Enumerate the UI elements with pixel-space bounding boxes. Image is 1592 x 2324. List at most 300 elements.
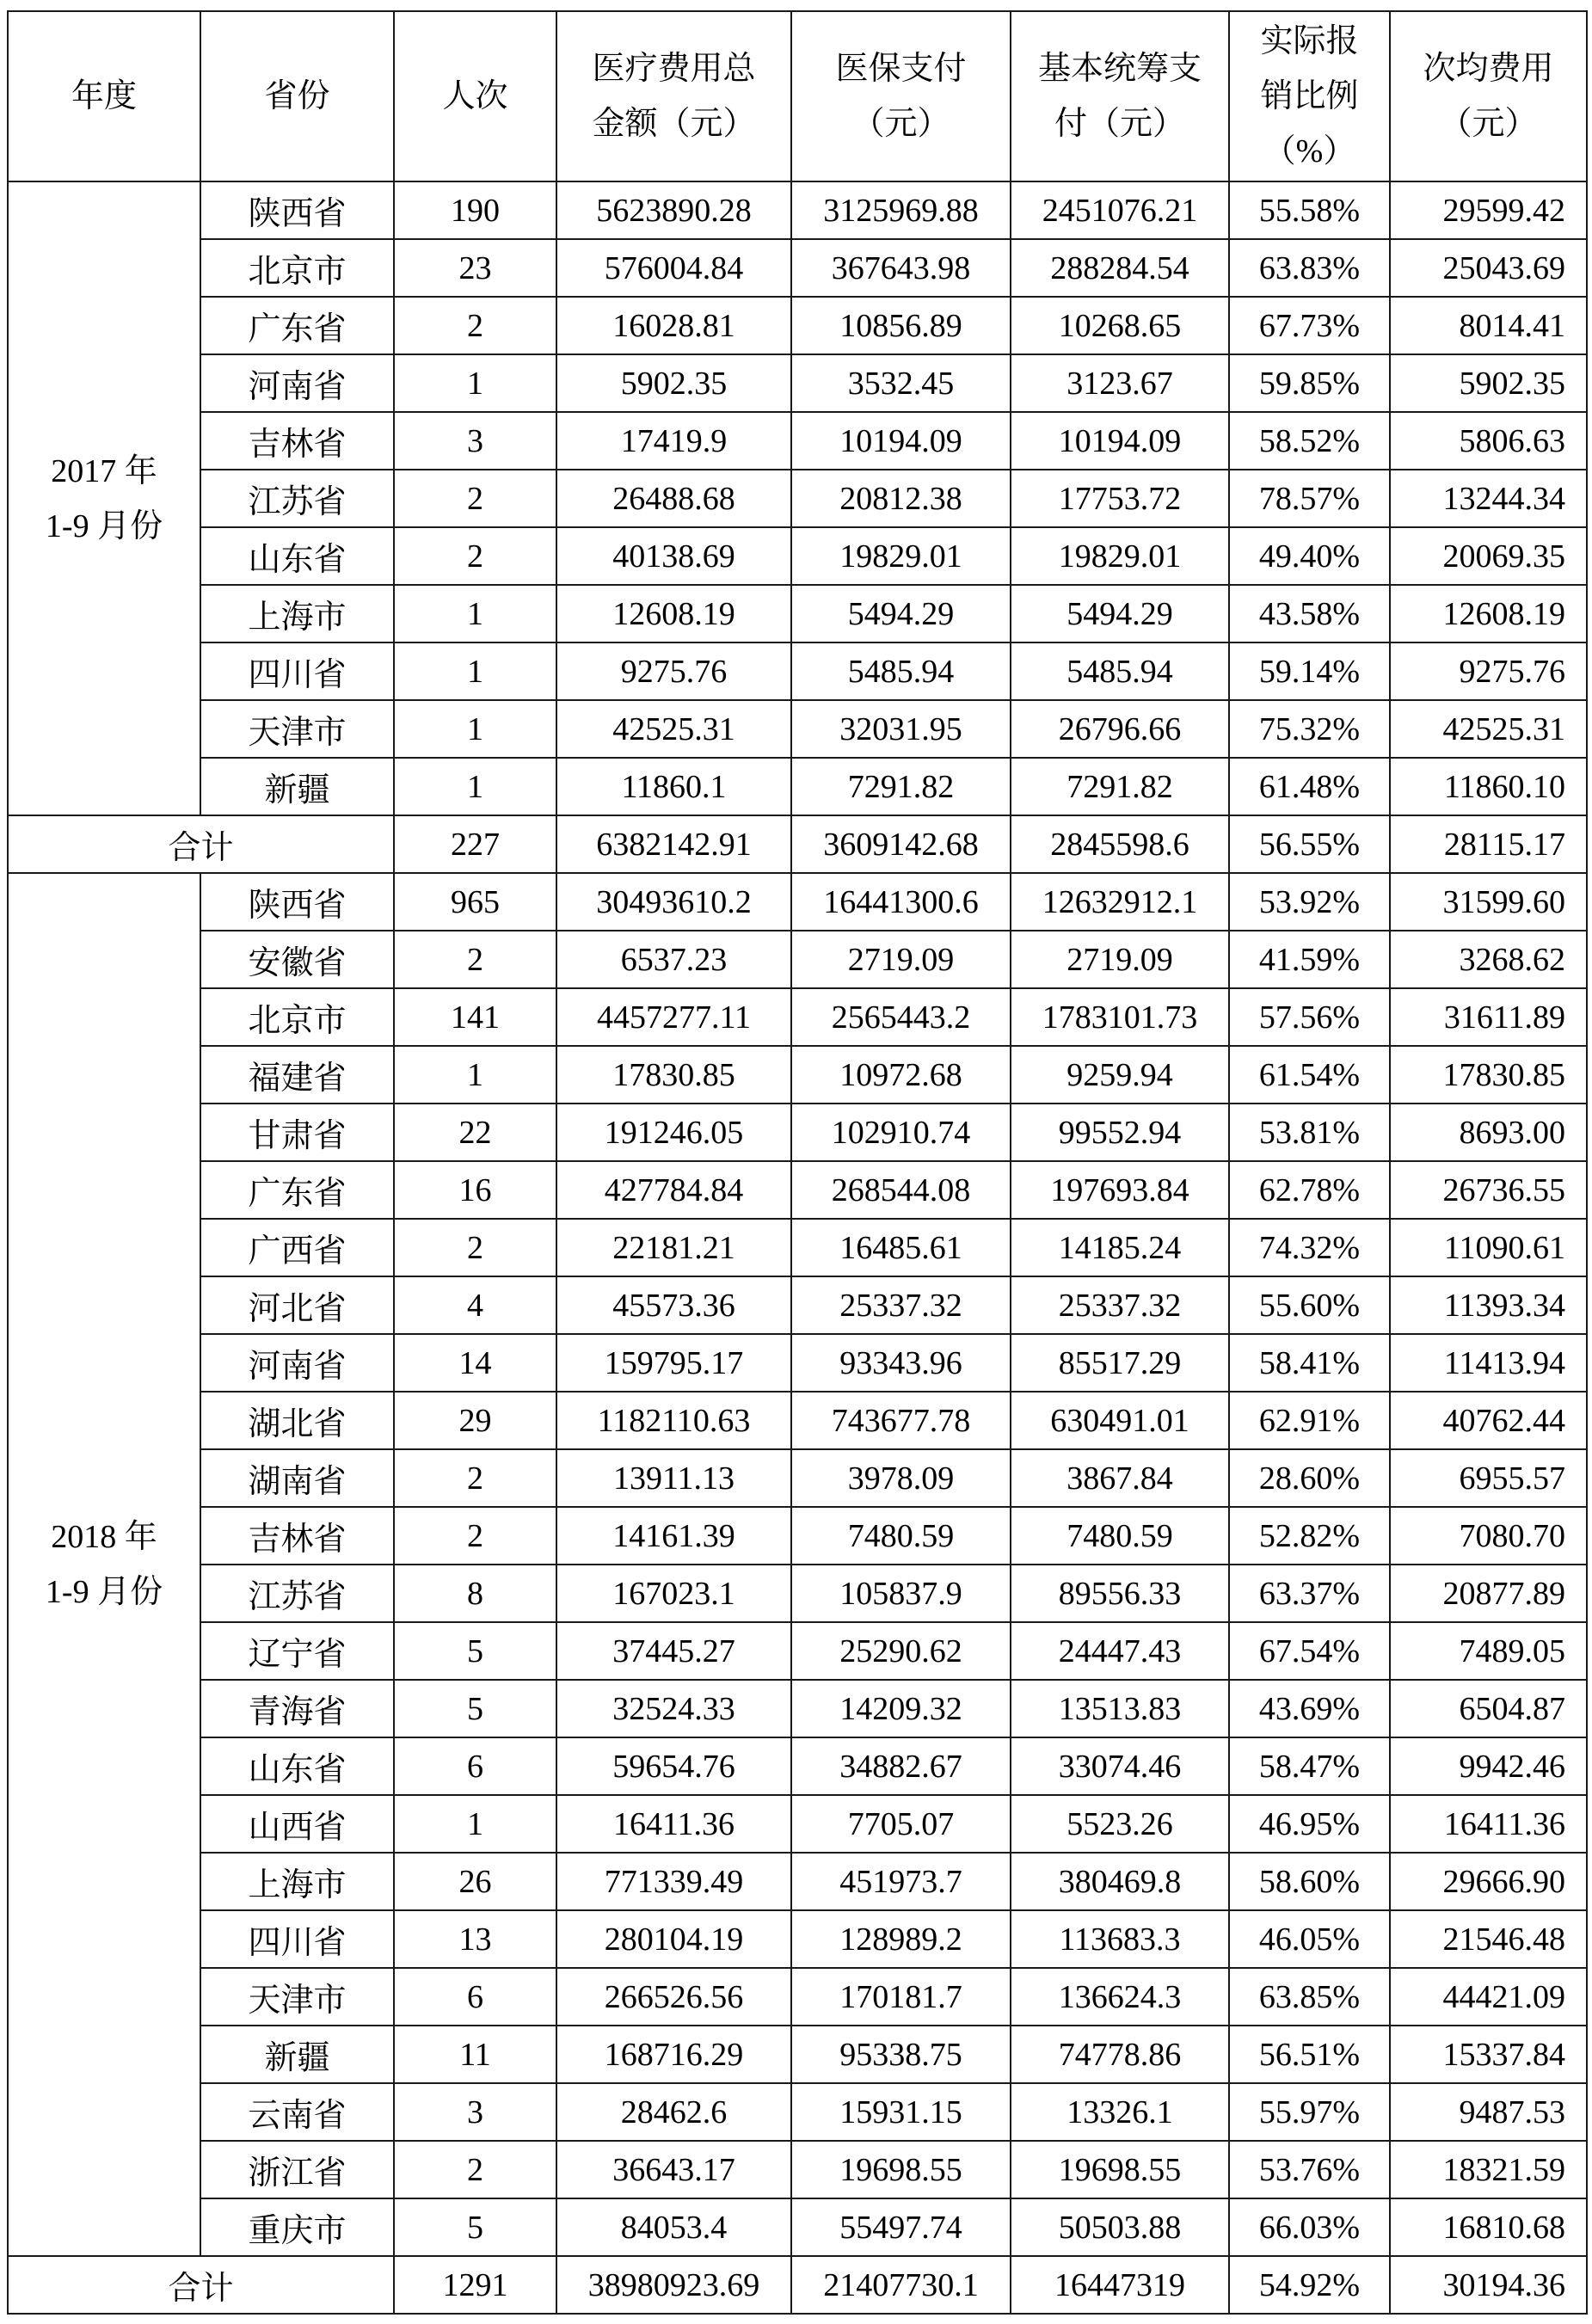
cell-insurance-paid: 451973.7 — [791, 1853, 1011, 1910]
total-label: 合计 — [8, 815, 394, 873]
cell-province: 江苏省 — [200, 470, 394, 527]
cell-total-cost: 5902.35 — [556, 354, 791, 412]
table-body — [8, 181, 1587, 2314]
cell-total-cost: 191246.05 — [556, 1104, 791, 1161]
cell-visits: 29 — [394, 1392, 556, 1449]
cell-pooled-paid: 12632912.1 — [1011, 873, 1229, 931]
header-avg-cost: 次均费用 （元） — [1390, 11, 1587, 181]
cell-reimburse-ratio: 41.59% — [1229, 931, 1390, 988]
cell-province: 甘肃省 — [200, 1104, 394, 1161]
cell-visits: 6 — [394, 1968, 556, 2026]
cell-avg-cost: 7080.70 — [1390, 1507, 1587, 1565]
cell-reimburse-ratio: 78.57% — [1229, 470, 1390, 527]
cell-insurance-paid: 2565443.2 — [791, 988, 1011, 1046]
cell-total-cost: 168716.29 — [556, 2026, 791, 2083]
total-visits: 227 — [394, 815, 556, 873]
cell-insurance-paid: 367643.98 — [791, 239, 1011, 297]
cell-province: 四川省 — [200, 1910, 394, 1968]
cell-reimburse-ratio: 43.58% — [1229, 585, 1390, 642]
cell-pooled-paid: 19698.55 — [1011, 2141, 1229, 2198]
table-row — [8, 239, 1587, 297]
table-row — [8, 527, 1587, 585]
cell-avg-cost: 20877.89 — [1390, 1565, 1587, 1622]
cell-insurance-paid: 7480.59 — [791, 1507, 1011, 1565]
header-pooled-paid: 基本统筹支 付（元） — [1011, 11, 1229, 181]
table-row — [8, 1853, 1587, 1910]
total-avg-cost: 28115.17 — [1390, 815, 1587, 873]
total-insurance-paid: 21407730.1 — [791, 2256, 1011, 2314]
cell-province: 广东省 — [200, 1161, 394, 1219]
total-total-cost: 6382142.91 — [556, 815, 791, 873]
cell-pooled-paid: 136624.3 — [1011, 1968, 1229, 2026]
cell-total-cost: 14161.39 — [556, 1507, 791, 1565]
cell-total-cost: 16028.81 — [556, 297, 791, 354]
cell-total-cost: 45573.36 — [556, 1276, 791, 1334]
cell-total-cost: 427784.84 — [556, 1161, 791, 1219]
table-row — [8, 1737, 1587, 1795]
cell-province: 山西省 — [200, 1795, 394, 1853]
cell-reimburse-ratio: 75.32% — [1229, 700, 1390, 758]
header-insurance-paid: 医保支付 （元） — [791, 11, 1011, 181]
cell-province: 陕西省 — [200, 873, 394, 931]
cell-visits: 8 — [394, 1565, 556, 1622]
cell-insurance-paid: 105837.9 — [791, 1565, 1011, 1622]
table-row — [8, 2198, 1587, 2256]
cell-reimburse-ratio: 66.03% — [1229, 2198, 1390, 2256]
table-row — [8, 1507, 1587, 1565]
table-row — [8, 1622, 1587, 1680]
cell-province: 山东省 — [200, 1737, 394, 1795]
table-row — [8, 1680, 1587, 1737]
cell-pooled-paid: 14185.24 — [1011, 1219, 1229, 1276]
cell-pooled-paid: 7291.82 — [1011, 758, 1229, 815]
cell-pooled-paid: 288284.54 — [1011, 239, 1229, 297]
cell-insurance-paid: 20812.38 — [791, 470, 1011, 527]
cell-province: 辽宁省 — [200, 1622, 394, 1680]
cell-pooled-paid: 380469.8 — [1011, 1853, 1229, 1910]
cell-pooled-paid: 50503.88 — [1011, 2198, 1229, 2256]
cell-total-cost: 37445.27 — [556, 1622, 791, 1680]
cell-insurance-paid: 32031.95 — [791, 700, 1011, 758]
cell-province: 新疆 — [200, 758, 394, 815]
cell-reimburse-ratio: 53.76% — [1229, 2141, 1390, 2198]
cell-total-cost: 28462.6 — [556, 2083, 791, 2141]
total-total-cost: 38980923.69 — [556, 2256, 791, 2314]
table-row — [8, 1565, 1587, 1622]
cell-pooled-paid: 1783101.73 — [1011, 988, 1229, 1046]
cell-insurance-paid: 34882.67 — [791, 1737, 1011, 1795]
cell-insurance-paid: 19698.55 — [791, 2141, 1011, 2198]
cell-avg-cost: 18321.59 — [1390, 2141, 1587, 2198]
cell-insurance-paid: 10856.89 — [791, 297, 1011, 354]
cell-visits: 2 — [394, 470, 556, 527]
cell-pooled-paid: 2451076.21 — [1011, 181, 1229, 239]
table-row — [8, 297, 1587, 354]
cell-reimburse-ratio: 58.60% — [1229, 1853, 1390, 1910]
cell-province: 重庆市 — [200, 2198, 394, 2256]
cell-insurance-paid: 128989.2 — [791, 1910, 1011, 1968]
cell-total-cost: 26488.68 — [556, 470, 791, 527]
cell-insurance-paid: 743677.78 — [791, 1392, 1011, 1449]
cell-pooled-paid: 2719.09 — [1011, 931, 1229, 988]
cell-visits: 2 — [394, 1449, 556, 1507]
cell-total-cost: 5623890.28 — [556, 181, 791, 239]
cell-reimburse-ratio: 59.85% — [1229, 354, 1390, 412]
cell-insurance-paid: 19829.01 — [791, 527, 1011, 585]
cell-province: 北京市 — [200, 239, 394, 297]
cell-visits: 2 — [394, 1219, 556, 1276]
cell-province: 上海市 — [200, 1853, 394, 1910]
cell-pooled-paid: 5485.94 — [1011, 642, 1229, 700]
cell-reimburse-ratio: 59.14% — [1229, 642, 1390, 700]
cell-pooled-paid: 630491.01 — [1011, 1392, 1229, 1449]
cell-reimburse-ratio: 74.32% — [1229, 1219, 1390, 1276]
cell-total-cost: 159795.17 — [556, 1334, 791, 1392]
cell-reimburse-ratio: 62.78% — [1229, 1161, 1390, 1219]
cell-pooled-paid: 26796.66 — [1011, 700, 1229, 758]
cell-reimburse-ratio: 55.60% — [1229, 1276, 1390, 1334]
cell-province: 北京市 — [200, 988, 394, 1046]
cell-insurance-paid: 102910.74 — [791, 1104, 1011, 1161]
table-row — [8, 2141, 1587, 2198]
cell-province: 湖北省 — [200, 1392, 394, 1449]
cell-total-cost: 266526.56 — [556, 1968, 791, 2026]
cell-province: 广东省 — [200, 297, 394, 354]
cell-reimburse-ratio: 61.48% — [1229, 758, 1390, 815]
cell-reimburse-ratio: 49.40% — [1229, 527, 1390, 585]
cell-visits: 141 — [394, 988, 556, 1046]
cell-province: 福建省 — [200, 1046, 394, 1104]
cell-visits: 2 — [394, 527, 556, 585]
cell-reimburse-ratio: 58.41% — [1229, 1334, 1390, 1392]
cell-pooled-paid: 3867.84 — [1011, 1449, 1229, 1507]
cell-visits: 1 — [394, 354, 556, 412]
total-pooled-paid: 2845598.6 — [1011, 815, 1229, 873]
cell-avg-cost: 12608.19 — [1390, 585, 1587, 642]
cell-reimburse-ratio: 63.83% — [1229, 239, 1390, 297]
cell-insurance-paid: 268544.08 — [791, 1161, 1011, 1219]
cell-avg-cost: 7489.05 — [1390, 1622, 1587, 1680]
cell-insurance-paid: 7705.07 — [791, 1795, 1011, 1853]
cell-reimburse-ratio: 55.58% — [1229, 181, 1390, 239]
cell-province: 上海市 — [200, 585, 394, 642]
cell-insurance-paid: 170181.7 — [791, 1968, 1011, 2026]
total-row-2017 — [8, 815, 1587, 873]
cell-avg-cost: 6504.87 — [1390, 1680, 1587, 1737]
total-visits: 1291 — [394, 2256, 556, 2314]
cell-reimburse-ratio: 53.81% — [1229, 1104, 1390, 1161]
cell-insurance-paid: 10194.09 — [791, 412, 1011, 470]
cell-avg-cost: 8014.41 — [1390, 297, 1587, 354]
cell-pooled-paid: 7480.59 — [1011, 1507, 1229, 1565]
cell-visits: 1 — [394, 758, 556, 815]
cell-pooled-paid: 19829.01 — [1011, 527, 1229, 585]
cell-total-cost: 16411.36 — [556, 1795, 791, 1853]
table-row — [8, 1910, 1587, 1968]
cell-avg-cost: 15337.84 — [1390, 2026, 1587, 2083]
table-row — [8, 642, 1587, 700]
cell-pooled-paid: 10268.65 — [1011, 297, 1229, 354]
cell-insurance-paid: 3532.45 — [791, 354, 1011, 412]
cell-visits: 3 — [394, 412, 556, 470]
table-header — [8, 11, 1587, 181]
cell-total-cost: 17830.85 — [556, 1046, 791, 1104]
cell-reimburse-ratio: 63.37% — [1229, 1565, 1390, 1622]
table-row — [8, 1161, 1587, 1219]
total-label: 合计 — [8, 2256, 394, 2314]
cell-avg-cost: 29666.90 — [1390, 1853, 1587, 1910]
table-row — [8, 354, 1587, 412]
cell-reimburse-ratio: 58.52% — [1229, 412, 1390, 470]
cell-visits: 190 — [394, 181, 556, 239]
total-avg-cost: 30194.36 — [1390, 2256, 1587, 2314]
cell-reimburse-ratio: 43.69% — [1229, 1680, 1390, 1737]
cell-insurance-paid: 14209.32 — [791, 1680, 1011, 1737]
cell-insurance-paid: 7291.82 — [791, 758, 1011, 815]
cell-visits: 1 — [394, 642, 556, 700]
cell-avg-cost: 31599.60 — [1390, 873, 1587, 931]
cell-insurance-paid: 95338.75 — [791, 2026, 1011, 2083]
cell-visits: 1 — [394, 1795, 556, 1853]
cell-pooled-paid: 17753.72 — [1011, 470, 1229, 527]
cell-insurance-paid: 55497.74 — [791, 2198, 1011, 2256]
cell-reimburse-ratio: 58.47% — [1229, 1737, 1390, 1795]
cell-avg-cost: 44421.09 — [1390, 1968, 1587, 2026]
cell-avg-cost: 42525.31 — [1390, 700, 1587, 758]
cell-pooled-paid: 25337.32 — [1011, 1276, 1229, 1334]
cell-pooled-paid: 5523.26 — [1011, 1795, 1229, 1853]
cell-province: 河北省 — [200, 1276, 394, 1334]
cell-total-cost: 6537.23 — [556, 931, 791, 988]
cell-avg-cost: 16810.68 — [1390, 2198, 1587, 2256]
cell-province: 河南省 — [200, 1334, 394, 1392]
cell-visits: 6 — [394, 1737, 556, 1795]
cell-avg-cost: 9942.46 — [1390, 1737, 1587, 1795]
header-period: 年度 — [8, 11, 200, 181]
cell-insurance-paid: 15931.15 — [791, 2083, 1011, 2141]
cell-province: 四川省 — [200, 642, 394, 700]
cell-visits: 13 — [394, 1910, 556, 1968]
cell-avg-cost: 11413.94 — [1390, 1334, 1587, 1392]
cell-province: 江苏省 — [200, 1565, 394, 1622]
cell-province: 天津市 — [200, 700, 394, 758]
cell-pooled-paid: 33074.46 — [1011, 1737, 1229, 1795]
total-reimburse-ratio: 54.92% — [1229, 2256, 1390, 2314]
cell-avg-cost: 11393.34 — [1390, 1276, 1587, 1334]
cell-total-cost: 42525.31 — [556, 700, 791, 758]
cell-reimburse-ratio: 46.05% — [1229, 1910, 1390, 1968]
cell-reimburse-ratio: 57.56% — [1229, 988, 1390, 1046]
cell-total-cost: 32524.33 — [556, 1680, 791, 1737]
cell-pooled-paid: 24447.43 — [1011, 1622, 1229, 1680]
cell-province: 新疆 — [200, 2026, 394, 2083]
cell-insurance-paid: 10972.68 — [791, 1046, 1011, 1104]
cell-visits: 5 — [394, 1622, 556, 1680]
table-row — [8, 1334, 1587, 1392]
period-cell-2018: 2018 年 1-9 月份 — [8, 873, 200, 2256]
cell-avg-cost: 3268.62 — [1390, 931, 1587, 988]
cell-province: 广西省 — [200, 1219, 394, 1276]
table-row — [8, 1795, 1587, 1853]
header-province: 省份 — [200, 11, 394, 181]
cell-avg-cost: 5806.63 — [1390, 412, 1587, 470]
cell-total-cost: 11860.1 — [556, 758, 791, 815]
cell-pooled-paid: 10194.09 — [1011, 412, 1229, 470]
cell-avg-cost: 26736.55 — [1390, 1161, 1587, 1219]
cell-visits: 11 — [394, 2026, 556, 2083]
cell-insurance-paid: 16485.61 — [791, 1219, 1011, 1276]
cell-avg-cost: 13244.34 — [1390, 470, 1587, 527]
cell-total-cost: 576004.84 — [556, 239, 791, 297]
cell-pooled-paid: 9259.94 — [1011, 1046, 1229, 1104]
table-row — [8, 1046, 1587, 1104]
cell-total-cost: 40138.69 — [556, 527, 791, 585]
cell-avg-cost: 29599.42 — [1390, 181, 1587, 239]
total-insurance-paid: 3609142.68 — [791, 815, 1011, 873]
cell-avg-cost: 31611.89 — [1390, 988, 1587, 1046]
cell-insurance-paid: 93343.96 — [791, 1334, 1011, 1392]
cell-visits: 1 — [394, 1046, 556, 1104]
cell-reimburse-ratio: 28.60% — [1229, 1449, 1390, 1507]
cell-province: 山东省 — [200, 527, 394, 585]
cell-total-cost: 771339.49 — [556, 1853, 791, 1910]
cell-pooled-paid: 85517.29 — [1011, 1334, 1229, 1392]
table-row — [8, 931, 1587, 988]
cell-visits: 2 — [394, 297, 556, 354]
cell-province: 天津市 — [200, 1968, 394, 2026]
total-row-2018 — [8, 2256, 1587, 2314]
total-pooled-paid: 16447319 — [1011, 2256, 1229, 2314]
cell-visits: 965 — [394, 873, 556, 931]
cell-total-cost: 167023.1 — [556, 1565, 791, 1622]
total-reimburse-ratio: 56.55% — [1229, 815, 1390, 873]
cell-insurance-paid: 25337.32 — [791, 1276, 1011, 1334]
cell-pooled-paid: 99552.94 — [1011, 1104, 1229, 1161]
table-row — [8, 988, 1587, 1046]
cell-province: 云南省 — [200, 2083, 394, 2141]
cell-avg-cost: 11860.10 — [1390, 758, 1587, 815]
table-row — [8, 700, 1587, 758]
cell-visits: 22 — [394, 1104, 556, 1161]
cell-avg-cost: 40762.44 — [1390, 1392, 1587, 1449]
cell-province: 湖南省 — [200, 1449, 394, 1507]
cell-avg-cost: 11090.61 — [1390, 1219, 1587, 1276]
cell-province: 青海省 — [200, 1680, 394, 1737]
cell-visits: 1 — [394, 585, 556, 642]
cell-reimburse-ratio: 46.95% — [1229, 1795, 1390, 1853]
cell-reimburse-ratio: 67.54% — [1229, 1622, 1390, 1680]
table-row — [8, 412, 1587, 470]
header-row — [8, 11, 1587, 181]
cell-avg-cost: 9275.76 — [1390, 642, 1587, 700]
cell-total-cost: 22181.21 — [556, 1219, 791, 1276]
cell-total-cost: 13911.13 — [556, 1449, 791, 1507]
cell-pooled-paid: 197693.84 — [1011, 1161, 1229, 1219]
cell-total-cost: 36643.17 — [556, 2141, 791, 2198]
cell-insurance-paid: 5485.94 — [791, 642, 1011, 700]
table-row — [8, 585, 1587, 642]
period-cell-2017: 2017 年 1-9 月份 — [8, 181, 200, 815]
cell-reimburse-ratio: 53.92% — [1229, 873, 1390, 931]
cell-total-cost: 59654.76 — [556, 1737, 791, 1795]
cell-visits: 16 — [394, 1161, 556, 1219]
table-row — [8, 1449, 1587, 1507]
cell-pooled-paid: 5494.29 — [1011, 585, 1229, 642]
cell-visits: 1 — [394, 700, 556, 758]
cell-province: 吉林省 — [200, 412, 394, 470]
cell-total-cost: 17419.9 — [556, 412, 791, 470]
cell-total-cost: 84053.4 — [556, 2198, 791, 2256]
cell-total-cost: 1182110.63 — [556, 1392, 791, 1449]
table-row — [8, 2083, 1587, 2141]
cell-pooled-paid: 3123.67 — [1011, 354, 1229, 412]
table-row — [8, 1276, 1587, 1334]
cell-visits: 3 — [394, 2083, 556, 2141]
cell-province: 河南省 — [200, 354, 394, 412]
medical-cost-table — [7, 10, 1588, 2315]
cell-visits: 4 — [394, 1276, 556, 1334]
cell-total-cost: 30493610.2 — [556, 873, 791, 931]
cell-reimburse-ratio: 55.97% — [1229, 2083, 1390, 2141]
cell-avg-cost: 20069.35 — [1390, 527, 1587, 585]
cell-visits: 26 — [394, 1853, 556, 1910]
table-row — [8, 873, 1587, 931]
cell-avg-cost: 16411.36 — [1390, 1795, 1587, 1853]
cell-province: 浙江省 — [200, 2141, 394, 2198]
cell-visits: 5 — [394, 1680, 556, 1737]
cell-total-cost: 9275.76 — [556, 642, 791, 700]
cell-total-cost: 12608.19 — [556, 585, 791, 642]
table-row — [8, 181, 1587, 239]
table-row — [8, 470, 1587, 527]
cell-total-cost: 4457277.11 — [556, 988, 791, 1046]
cell-insurance-paid: 2719.09 — [791, 931, 1011, 988]
cell-pooled-paid: 89556.33 — [1011, 1565, 1229, 1622]
cell-reimburse-ratio: 52.82% — [1229, 1507, 1390, 1565]
table-row — [8, 1104, 1587, 1161]
table-row — [8, 1392, 1587, 1449]
table-row — [8, 2026, 1587, 2083]
cell-pooled-paid: 13326.1 — [1011, 2083, 1229, 2141]
cell-avg-cost: 25043.69 — [1390, 239, 1587, 297]
cell-insurance-paid: 25290.62 — [791, 1622, 1011, 1680]
cell-province: 陕西省 — [200, 181, 394, 239]
cell-avg-cost: 6955.57 — [1390, 1449, 1587, 1507]
cell-avg-cost: 17830.85 — [1390, 1046, 1587, 1104]
cell-reimburse-ratio: 56.51% — [1229, 2026, 1390, 2083]
cell-visits: 2 — [394, 2141, 556, 2198]
cell-avg-cost: 9487.53 — [1390, 2083, 1587, 2141]
table-row — [8, 1968, 1587, 2026]
header-visits: 人次 — [394, 11, 556, 181]
cell-avg-cost: 5902.35 — [1390, 354, 1587, 412]
header-total-cost: 医疗费用总 金额（元） — [556, 11, 791, 181]
cell-province: 吉林省 — [200, 1507, 394, 1565]
cell-avg-cost: 21546.48 — [1390, 1910, 1587, 1968]
cell-pooled-paid: 113683.3 — [1011, 1910, 1229, 1968]
cell-total-cost: 280104.19 — [556, 1910, 791, 1968]
cell-reimburse-ratio: 61.54% — [1229, 1046, 1390, 1104]
cell-visits: 5 — [394, 2198, 556, 2256]
cell-avg-cost: 8693.00 — [1390, 1104, 1587, 1161]
cell-province: 安徽省 — [200, 931, 394, 988]
cell-insurance-paid: 5494.29 — [791, 585, 1011, 642]
cell-visits: 23 — [394, 239, 556, 297]
cell-insurance-paid: 16441300.6 — [791, 873, 1011, 931]
header-reimburse-ratio: 实际报 销比例 （%） — [1229, 11, 1390, 181]
cell-visits: 14 — [394, 1334, 556, 1392]
cell-pooled-paid: 13513.83 — [1011, 1680, 1229, 1737]
